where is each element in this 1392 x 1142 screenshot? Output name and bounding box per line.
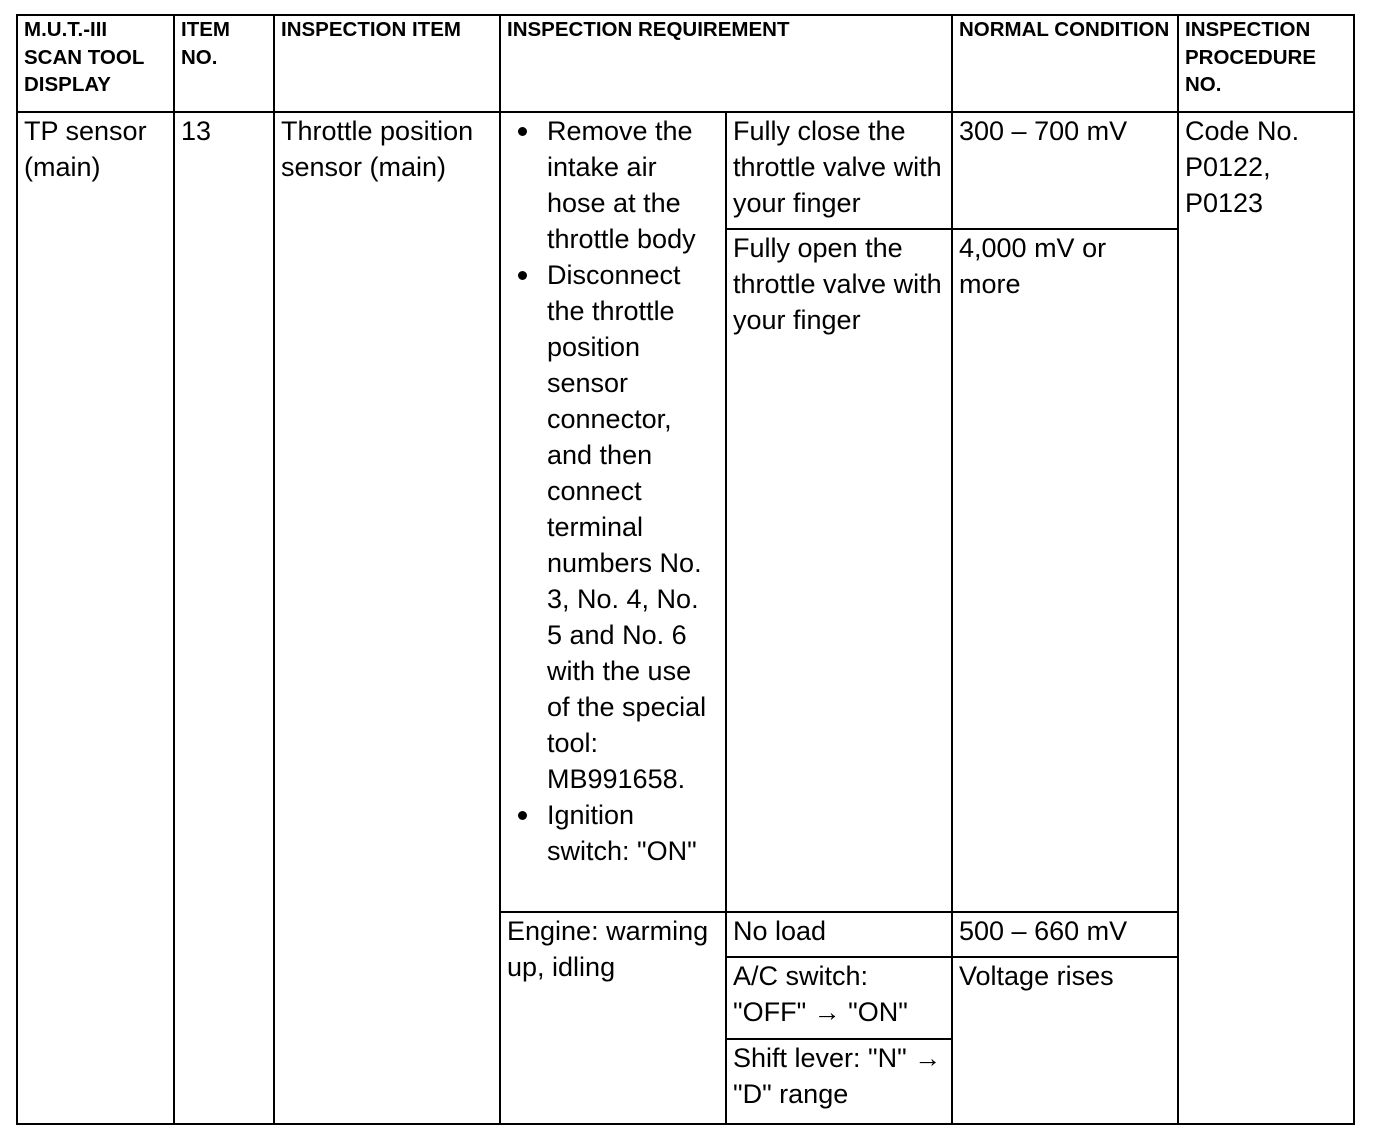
cell-condition-shift-lever: Shift lever: "N" → "D" range [726,1039,952,1124]
header-row [17,15,1354,112]
cell-normal-fully-open: 4,000 mV or more [952,229,1178,912]
header-item-no: ITEM NO. [174,15,274,112]
cell-normal-voltage-rises: Voltage rises [952,957,1178,1124]
cell-item-no: 13 [174,112,274,1124]
header-display: M.U.T.-III SCAN TOOL DISPLAY [17,15,174,112]
cell-engine-condition: Engine: warming up, idling [500,912,726,1124]
list-item: Remove the intake air hose at the throttle body [547,113,719,257]
cell-display: TP sensor (main) [17,112,174,1124]
cell-procedure-no: Code No. P0122, P0123 [1178,112,1354,1124]
cell-inspection-item: Throttle position sensor (main) [274,112,500,1124]
cell-condition-fully-open: Fully open the throttle valve with your finger [726,229,952,912]
table-row [17,112,1354,229]
cell-requirement-bullets [500,112,726,912]
cell-condition-fully-close: Fully close the throttle valve with your finger [726,112,952,229]
cell-condition-ac-switch: A/C switch: "OFF" → "ON" [726,957,952,1039]
inspection-table [16,14,1355,1125]
cell-normal-no-load: 500 – 660 mV [952,912,1178,957]
list-item: Disconnect the throttle position sensor connector, and then connect terminal numbers No. 3, No. 4, No. 5 and No. 6 with the use of the special tool: MB991658. [547,257,719,797]
cell-condition-no-load: No load [726,912,952,957]
requirement-list [507,113,719,869]
header-inspection-requirement: INSPECTION REQUIREMENT [500,15,952,112]
header-inspection-item: INSPECTION ITEM [274,15,500,112]
header-procedure-no: INSPECTION PROCEDURE NO. [1178,15,1354,112]
list-item: Ignition switch: "ON" [547,797,719,869]
cell-normal-fully-close: 300 – 700 mV [952,112,1178,229]
header-normal-condition: NORMAL CONDITION [952,15,1178,112]
